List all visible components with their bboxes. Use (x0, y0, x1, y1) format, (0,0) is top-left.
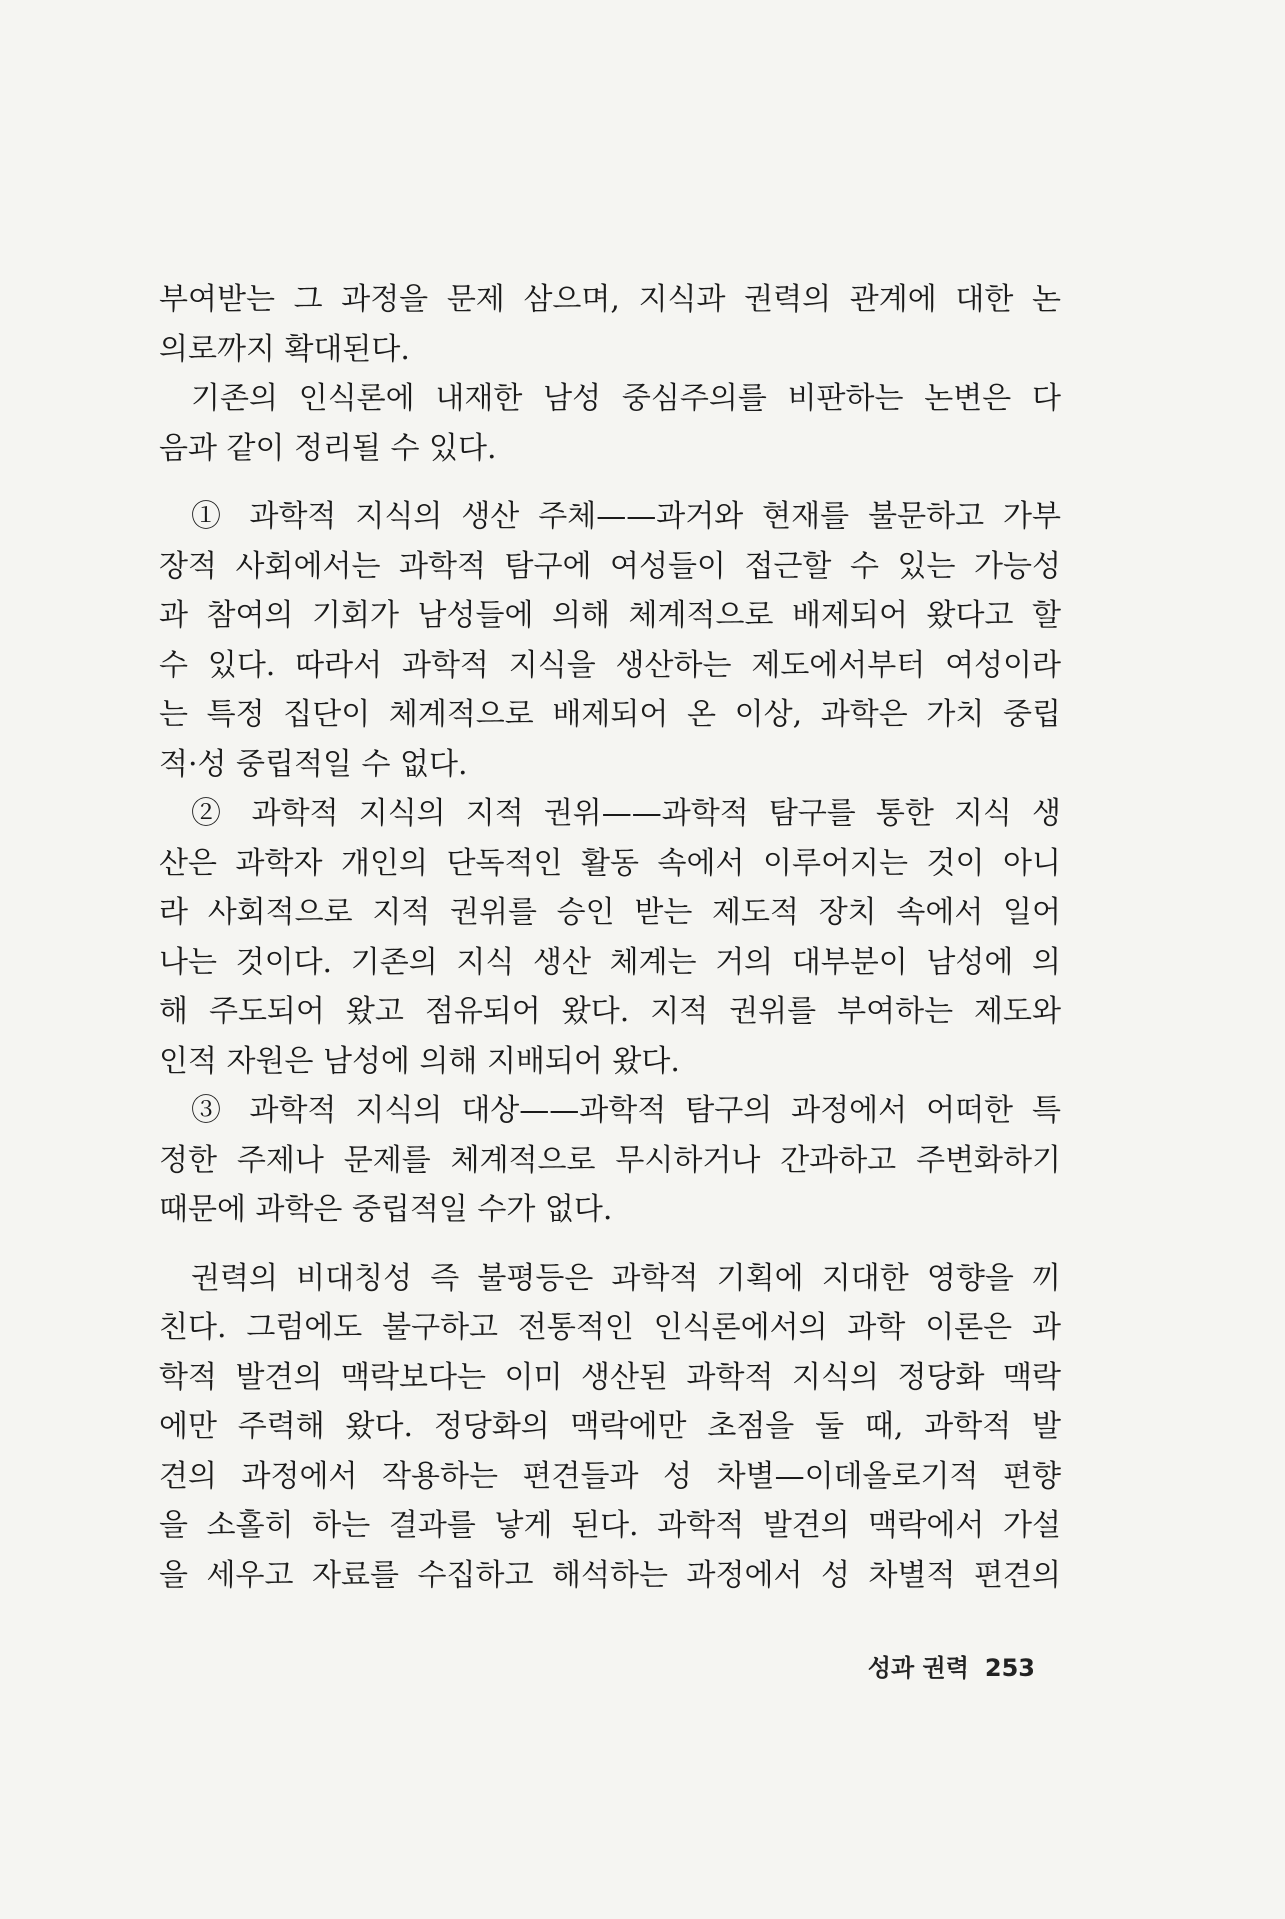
text-line: 의로까지 확대된다. (159, 331, 410, 367)
text-line: 기존의 인식론에 내재한 남성 중심주의를 비판하는 논변은 다 (191, 381, 1061, 416)
text-line: 음과 같이 정리될 수 있다. (159, 430, 497, 466)
page-number: 253 (984, 1654, 1035, 1682)
text-line: 인적 자원은 남성에 의해 지배되어 왔다. (159, 1043, 680, 1079)
text-line: ② 과학적 지식의 지적 권위——과학적 탐구를 통한 지식 생 (191, 796, 1061, 831)
list-item-3 (159, 1086, 1061, 1235)
text-line: 라 사회적으로 지적 권위를 승인 받는 제도적 장치 속에서 일어 (159, 895, 1061, 930)
text-line: 는 특정 집단이 체계적으로 배제되어 온 이상, 과학은 가치 중립 (159, 697, 1061, 732)
text-line: 해 주도되어 왔고 점유되어 왔다. 지적 권위를 부여하는 제도와 (159, 994, 1061, 1029)
list-item-1 (159, 492, 1061, 789)
text-line: 에만 주력해 왔다. 정당화의 맥락에만 초점을 둘 때, 과학적 발 (159, 1409, 1061, 1444)
text-line: 권력의 비대칭성 즉 불평등은 과학적 기획에 지대한 영향을 끼 (191, 1260, 1061, 1296)
paragraph-continuation (159, 275, 1061, 374)
list-item-2 (159, 789, 1061, 1086)
running-footer (868, 1652, 1035, 1684)
text-line: ① 과학적 지식의 생산 주체——과거와 현재를 불문하고 가부 (191, 499, 1061, 534)
running-title: 성과 권력 (867, 1654, 969, 1682)
text-line: 적·성 중립적일 수 없다. (159, 746, 468, 782)
paragraph (159, 1254, 1061, 1601)
text-line: 나는 것이다. 기존의 지식 생산 체계는 거의 대부분이 남성에 의 (159, 944, 1061, 980)
text-line: 정한 주제나 문제를 체계적으로 무시하거나 간과하고 주변화하기 (159, 1142, 1061, 1178)
paragraph (159, 374, 1061, 473)
text-line: 수 있다. 따라서 과학적 지식을 생산하는 제도에서부터 여성이라 (159, 647, 1061, 683)
text-line: 산은 과학자 개인의 단독적인 활동 속에서 이루어지는 것이 아니 (159, 845, 1061, 881)
text-line: 을 소홀히 하는 결과를 낳게 된다. 과학적 발견의 맥락에서 가설 (159, 1508, 1061, 1543)
text-line: 견의 과정에서 작용하는 편견들과 성 차별—이데올로기적 편향 (159, 1458, 1061, 1494)
text-line: 부여받는 그 과정을 문제 삼으며, 지식과 권력의 관계에 대한 논 (159, 282, 1061, 317)
text-line: 때문에 과학은 중립적일 수가 없다. (159, 1192, 613, 1227)
text-line: 장적 사회에서는 과학적 탐구에 여성들이 접근할 수 있는 가능성 (159, 548, 1061, 584)
text-line: 과 참여의 기회가 남성들에 의해 체계적으로 배제되어 왔다고 할 (159, 598, 1061, 633)
body-text (159, 275, 1061, 1600)
text-line: 친다. 그럼에도 불구하고 전통적인 인식론에서의 과학 이론은 과 (159, 1310, 1061, 1345)
text-line: ③ 과학적 지식의 대상——과학적 탐구의 과정에서 어떠한 특 (191, 1093, 1061, 1128)
text-line: 을 세우고 자료를 수집하고 해석하는 과정에서 성 차별적 편견의 (159, 1557, 1061, 1593)
text-line: 학적 발견의 맥락보다는 이미 생산된 과학적 지식의 정당화 맥락 (159, 1359, 1061, 1395)
